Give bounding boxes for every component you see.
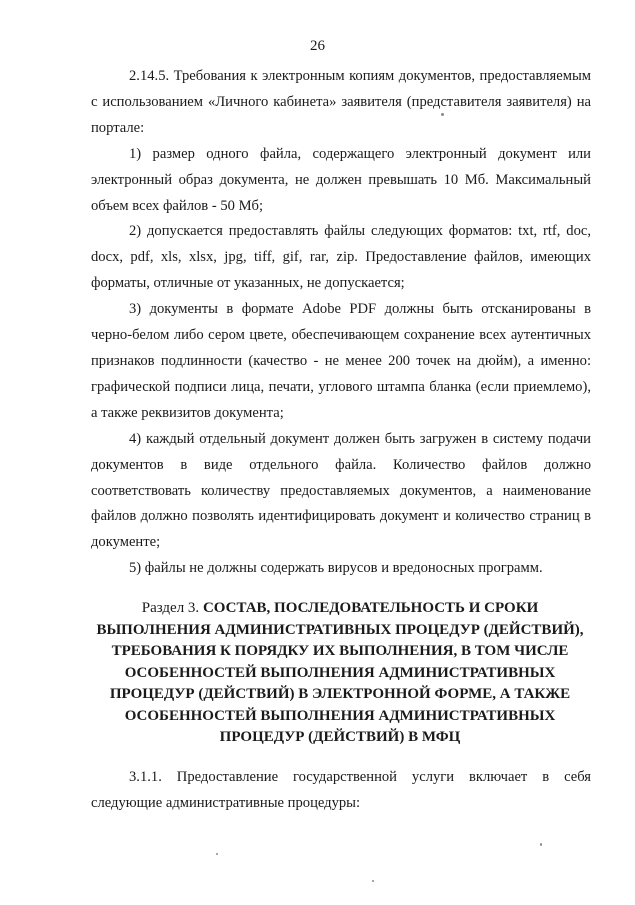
scan-speck [540,843,542,846]
requirements-block [91,64,591,582]
page-number: 26 [310,38,325,54]
paragraph-item-2: 2) допускается предоставлять файлы следующих форматов: txt, rtf, doc, docx, pdf, xls, xlsx, jpg, tiff, gif, rar, zip. Предоставление файлов, имеющих форматы, отличные от указанных, не допускается; [91,223,591,292]
section-prefix: Раздел 3. [141,600,200,616]
paragraph-item-1: 1) размер одного файла, содержащего электронный документ или электронный образ документа, не должен превышать 10 Мб. Максимальный объем всех файлов - 50 Мб; [91,145,591,214]
paragraph-item-4: 4) каждый отдельный документ должен быть загружен в систему подачи документов в виде отдельного файла. Количество файлов должно соответствовать количеству предоставляемых документов, а наименование файлов должно позволять идентифицировать документ и количество страниц в документе; [91,430,591,551]
procedures-block [91,765,591,817]
scan-speck [216,853,218,855]
section-title: СОСТАВ, ПОСЛЕДОВАТЕЛЬНОСТЬ И СРОКИ ВЫПОЛНЕНИЯ АДМИНИСТРАТИВНЫХ ПРОЦЕДУР (ДЕЙСТВИЙ), ТРЕБОВАНИЯ К ПОРЯДКУ ИХ ВЫПОЛНЕНИЯ, В ТОМ ЧИСЛЕ ОСОБЕННОСТЕЙ ВЫПОЛНЕНИЯ АДМИНИСТРАТИВНЫХ ПРОЦЕДУР (ДЕЙСТВИЙ) В ЭЛЕКТРОННОЙ ФОРМЕ, А ТАКЖЕ ОСОБЕННОСТЕЙ ВЫПОЛНЕНИЯ АДМИНИСТРАТИВНЫХ ПРОЦЕДУР (ДЕЙСТВИЙ) В МФЦ [96,600,584,745]
scan-speck [372,880,374,882]
paragraph-item-3: 3) документы в формате Adobe PDF должны быть отсканированы в черно-белом либо сером цвете, обеспечивающем сохранение всех аутентичных признаков подлинности (качество - не менее 200 точек на дюйм), а именно: графической подписи лица, печати, углового штампа бланка (если приемлемо), а также реквизитов документа; [91,301,591,421]
paragraph-item-5: 5) файлы не должны содержать вирусов и вредоносных программ. [129,560,543,577]
section-3-heading [85,598,595,749]
scan-speck [441,113,444,116]
paragraph-3-1-1: 3.1.1. Предоставление государственной услуги включает в себя следующие административные процедуры: [91,769,591,811]
paragraph-2-14-5: 2.14.5. Требования к электронным копиям документов, предоставляемым с использованием «Личного кабинета» заявителя (представителя заявителя) на портале: [91,68,591,136]
